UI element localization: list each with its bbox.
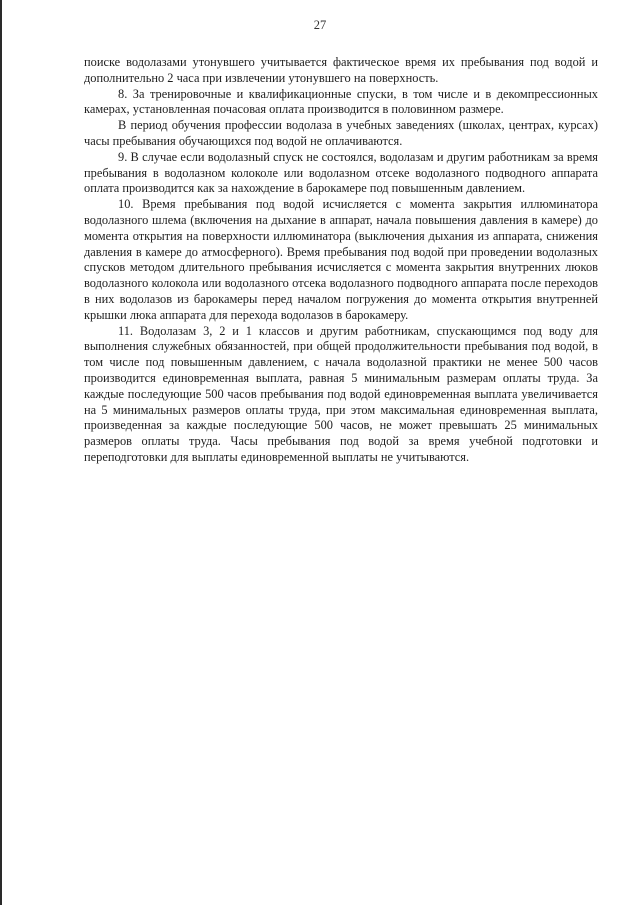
paragraph-continuation: поиске водолазами утонувшего учитывается фактическое время их пребывания под водой и дополнительно 2 часа при извлечении утонувшего на поверхность. bbox=[84, 55, 598, 85]
document-body bbox=[84, 55, 598, 466]
page-number: 27 bbox=[313, 18, 327, 32]
scan-edge bbox=[0, 0, 2, 905]
paragraph-training-note: В период обучения профессии водолаза в учебных заведениях (школах, центрах, курсах) часы пребывания обучающихся под водой не оплачиваются. bbox=[84, 118, 598, 148]
paragraph-item-11: 11. Водолазам 3, 2 и 1 классов и другим работникам, спускающимся под воду для выполнения служебных обязанностей, при общей продолжительности пребывания под водой, в том числе под повышенным давлением, с начала водолазной практики не менее 500 часов производится единовременная выплата, равная 5 минимальным размерам оплаты труда. За каждые последующие 500 часов пребывания под водой единовременная выплата увеличивается на 5 минимальных размеров оплаты труда, при этом максимальная единовременная выплата, произведенная за каждые последующие 500 часов, не может превышать 25 минимальных размеров оплаты труда. Часы пребывания под водой за время учебной подготовки и переподготовки для выплаты единовременной выплаты не учитываются. bbox=[84, 323, 598, 464]
paragraph-item-10: 10. Время пребывания под водой исчисляется с момента закрытия иллюминатора водолазного шлема (включения на дыхание в аппарат, начала повышения давления в камере) до момента открытия на поверхности иллюминатора (выключения дыхания из аппарата, снижения давления в камере до атмосферного). Время пребывания под водой при проведении водолазных спусков методом длительного пребывания исчисляется с момента закрытия внутренних люков водолазного колокола или водолазного отсека водолазного подводного аппарата после переходов в них водолазов из барокамеры перед началом погружения до момента открытия внутренней крышки люка аппарата для перехода водолазов в барокамеру. bbox=[84, 197, 598, 322]
paragraph-item-8: 8. За тренировочные и квалификационные спуски, в том числе и в декомпрессионных камерах, установленная почасовая оплата производится в половинном размере. bbox=[84, 86, 598, 117]
paragraph-item-9: 9. В случае если водолазный спуск не состоялся, водолазам и другим работникам за время пребывания в водолазном колоколе или водолазном отсеке водолазного подводного аппарата оплата производится как за нахождение в барокамере под повышенным давлением. bbox=[84, 149, 598, 196]
